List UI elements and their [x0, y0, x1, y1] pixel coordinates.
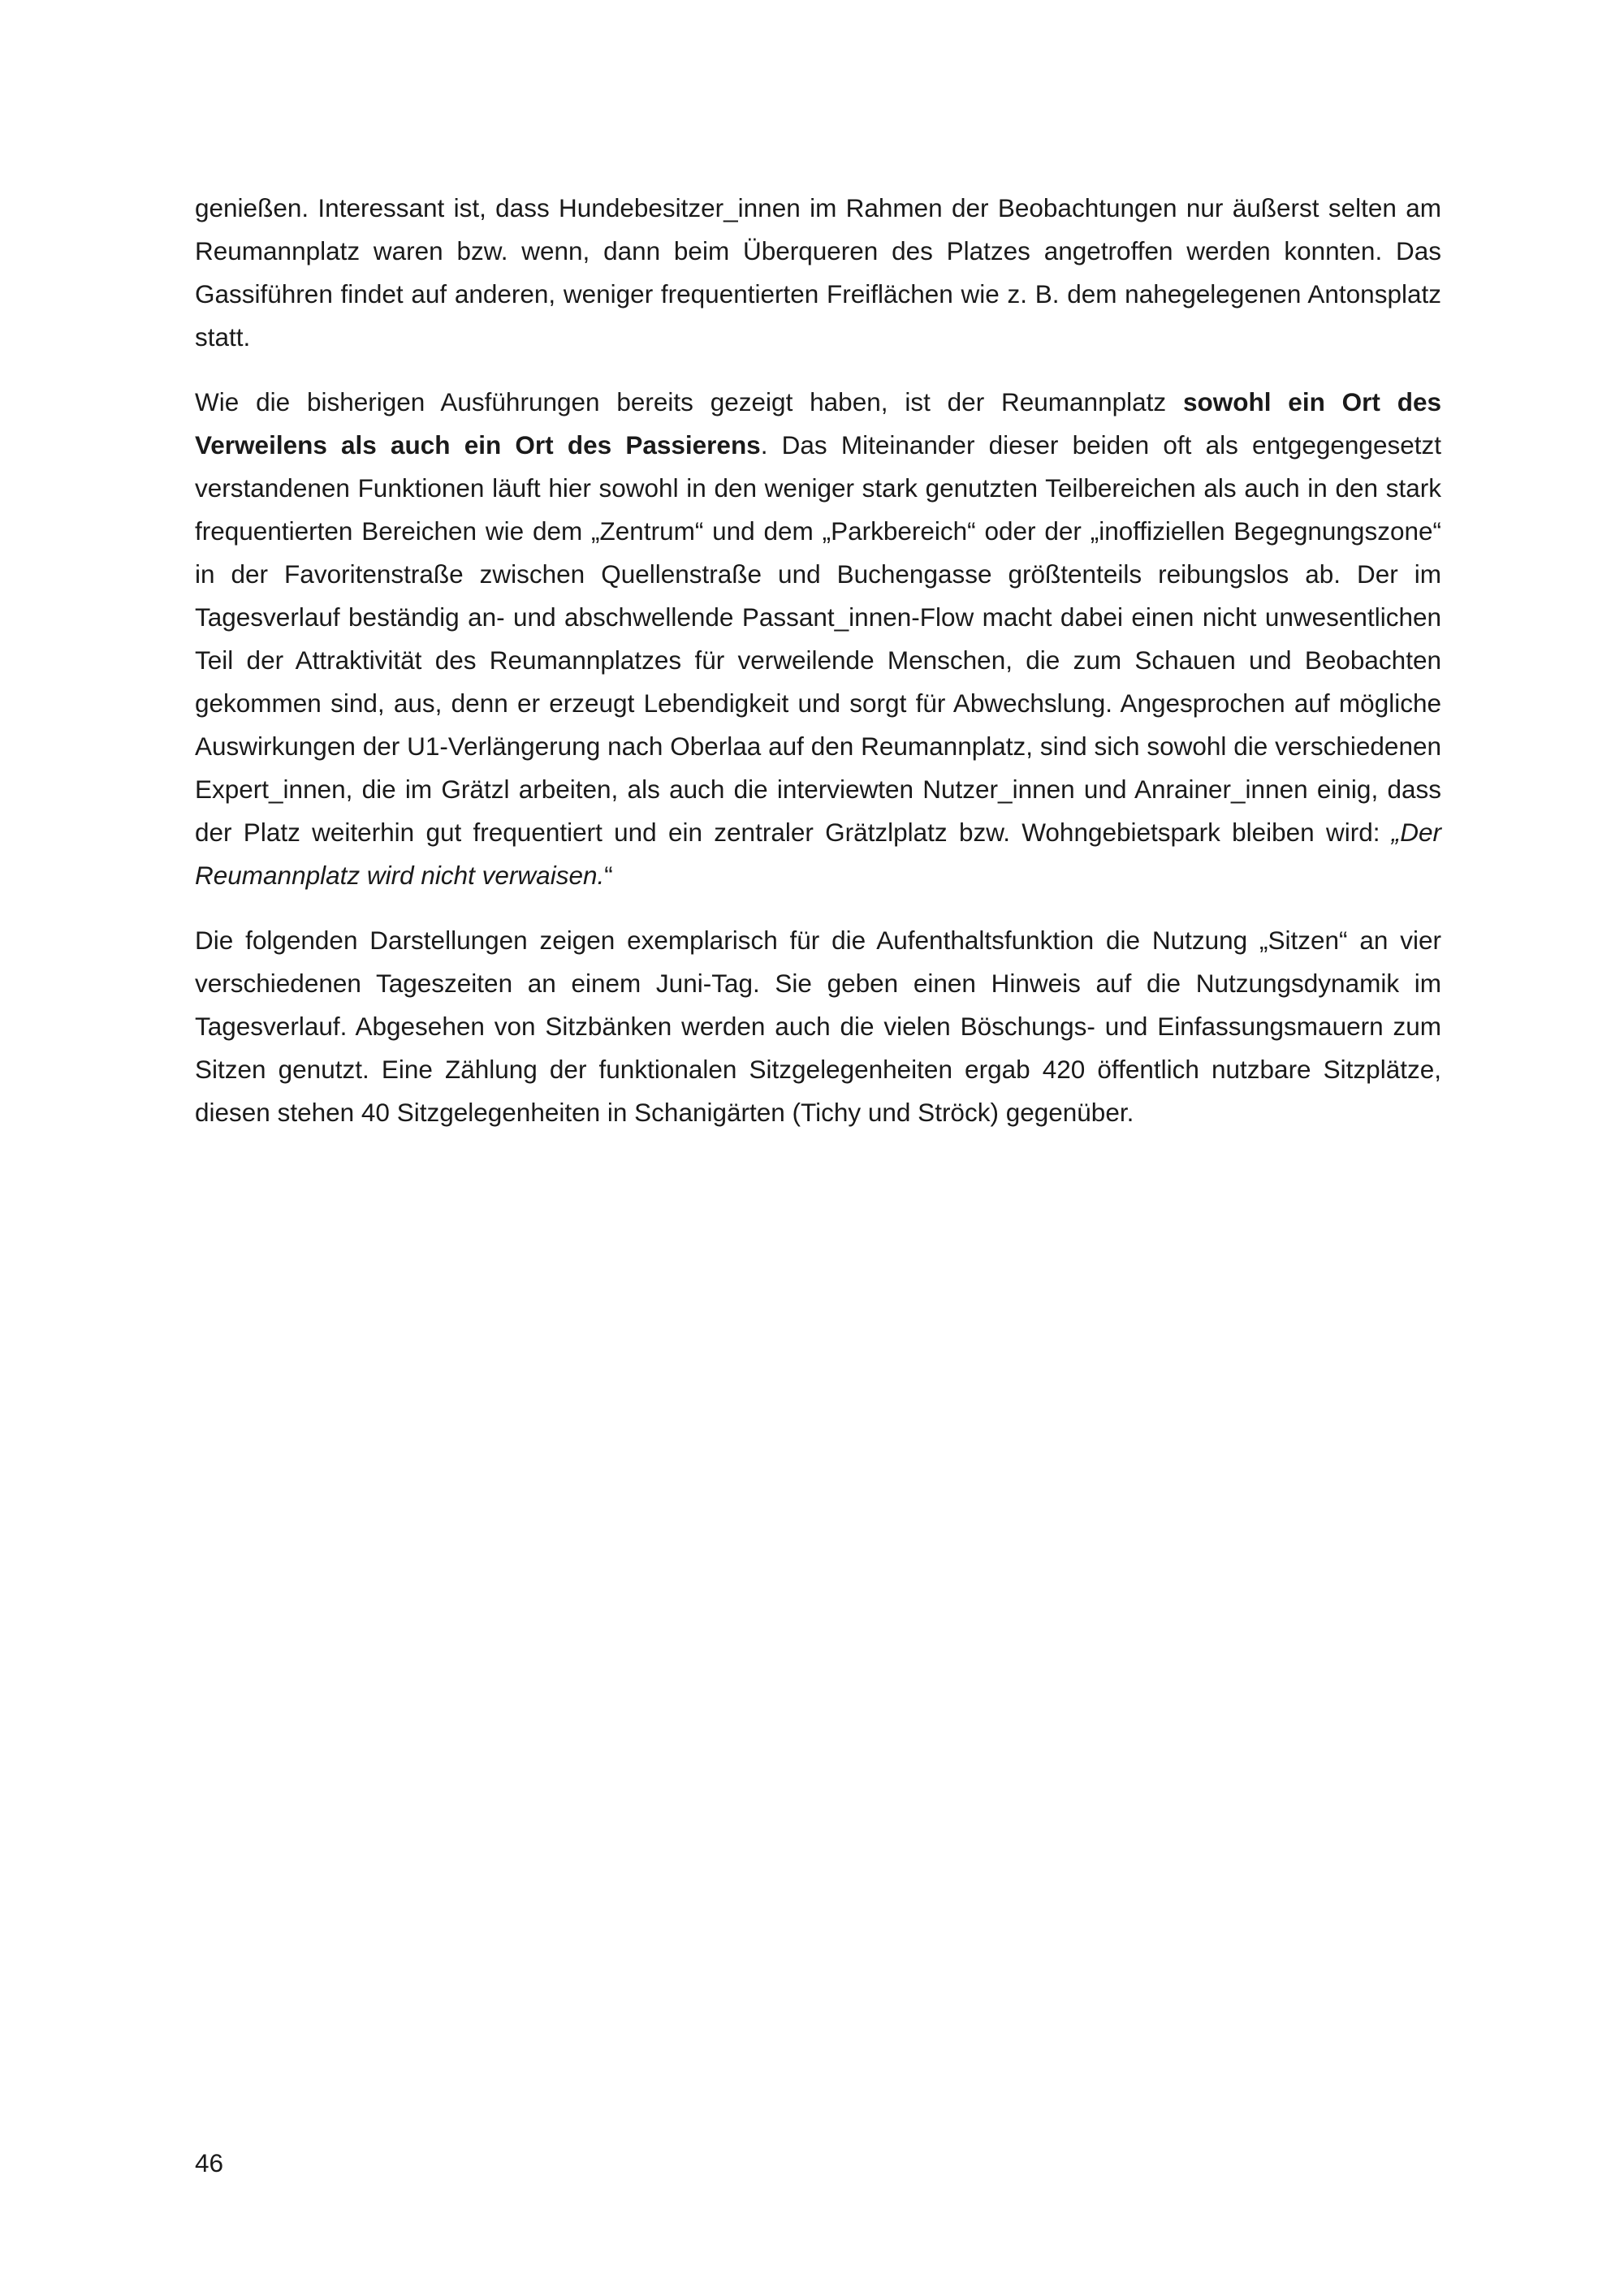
- page-number: 46: [195, 2148, 224, 2177]
- paragraph-text: genießen. Interessant ist, dass Hundebesitzer_innen im Rahmen der Beobachtungen nur äußerst selten am Reumannplatz waren bzw. wenn, dann beim Überqueren des Platzes angetroffen werden konnten. Das Gassiführen findet auf anderen, weniger frequentierten Freiflächen wie z. B. dem nahegelegenen Antonsplatz statt.: [195, 193, 1441, 352]
- paragraph-text-main: . Das Miteinander dieser beiden oft als entgegengesetzt verstandenen Funktionen läuft hier sowohl in den weniger stark genutzten Teilbereichen als auch in den stark frequentierten Bereichen wie dem „Zentrum“ und dem „Parkbereich“ oder der „inoffiziellen Begegnungszone“ in der Favoritenstraße zwischen Quellenstraße und Buchengasse größtenteils reibungslos ab. Der im Tagesverlauf beständig an- und abschwellende Passant_innen-Flow macht dabei einen nicht unwesentlichen Teil der Attraktivität des Reumannplatzes für verweilende Menschen, die zum Schauen und Beobachten gekommen sind, aus, denn er erzeugt Lebendigkeit und sorgt für Abwechslung. Angesprochen auf mögliche Auswirkungen der U1-Verlängerung nach Oberlaa auf den Reumannplatz, sind sich sowohl die verschiedenen Expert_innen, die im Grätzl arbeiten, als auch die interviewten Nutzer_innen und Anrainer_innen einig, dass der Platz weiterhin gut frequentiert und ein zentraler Grätzlplatz bzw. Wohngebietspark bleiben wird:: [195, 430, 1441, 847]
- paragraph-seating: [195, 919, 1441, 1134]
- paragraph-text-intro: Wie die bisherigen Ausführungen bereits gezeigt haben, ist der Reumannplatz: [195, 387, 1183, 416]
- paragraph-place-functions: [195, 381, 1441, 897]
- emphasis-bold: sowohl ein Ort des Verweilens als auch ein Ort des Passierens: [195, 387, 1441, 460]
- paragraph-text: Die folgenden Darstellungen zeigen exemplarisch für die Aufenthaltsfunktion die Nutzung „Sitzen“ an vier verschiedenen Tageszeiten an einem Juni-Tag. Sie geben einen Hinweis auf die Nutzungsdynamik im Tagesverlauf. Abgesehen von Sitzbänken werden auch die vielen Böschungs- und Einfassungsmauern zum Sitzen genutzt. Eine Zählung der funktionalen Sitzgelegenheiten ergab 420 öffentlich nutzbare Sitzplätze, diesen stehen 40 Sitzgelegenheiten in Schanigärten (Tichy und Ströck) gegenüber.: [195, 926, 1441, 1127]
- quote-close: “: [604, 861, 613, 890]
- paragraph-dog-owners: [195, 187, 1441, 359]
- quote-italic: „Der Reumannplatz wird nicht verwaisen.: [195, 818, 1441, 890]
- document-body: [195, 187, 1441, 1156]
